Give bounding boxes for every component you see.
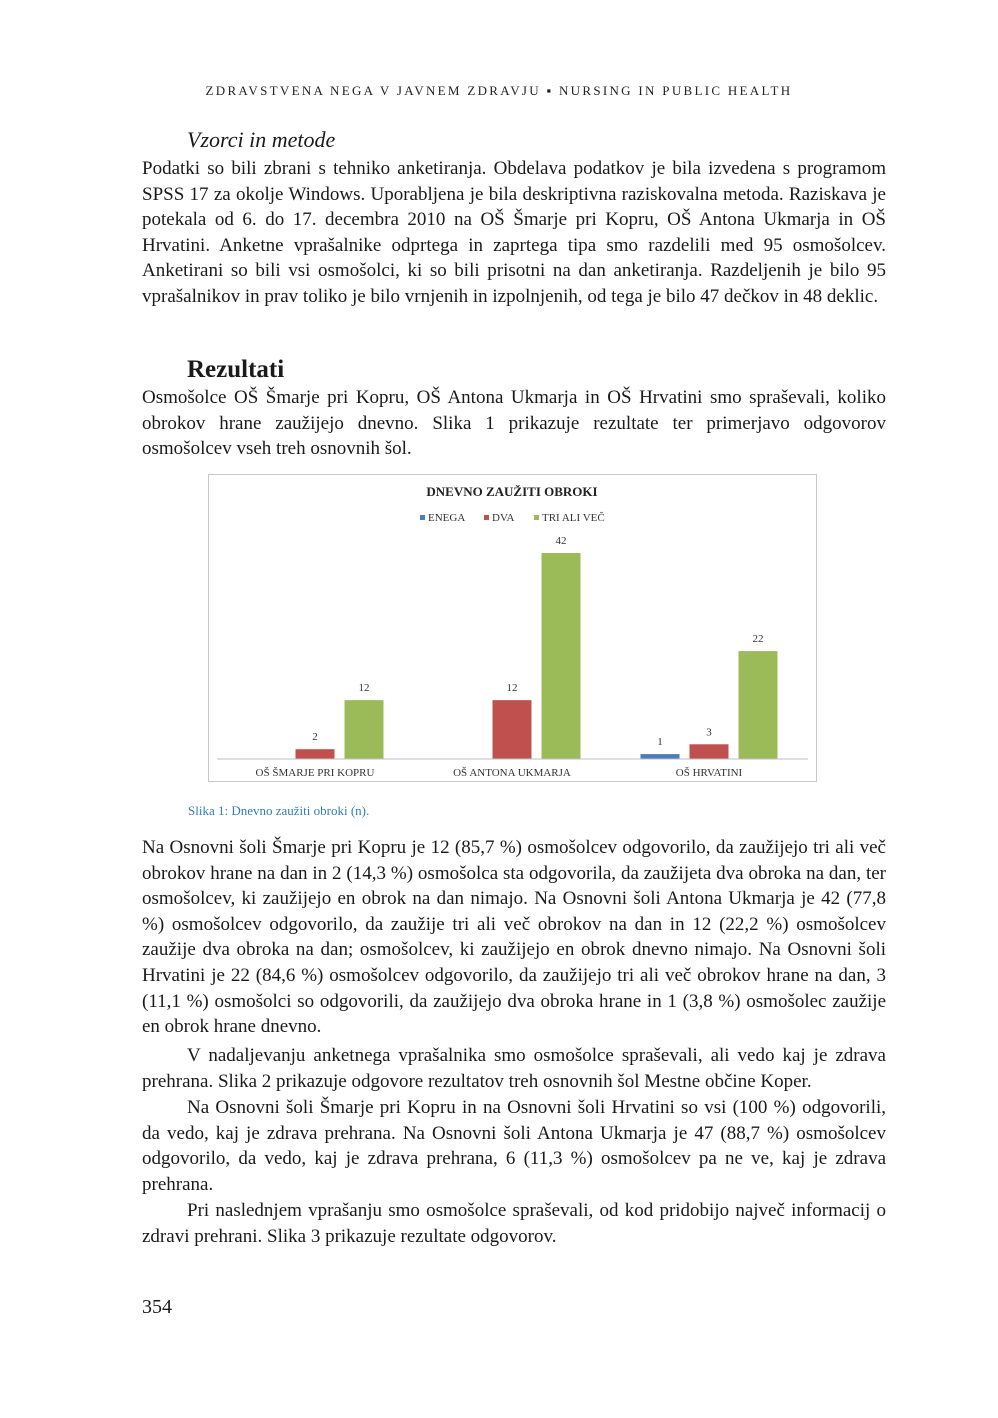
bar-2-1 xyxy=(542,553,581,759)
bar-label-1-2: 3 xyxy=(706,726,712,739)
results-paragraph-3-text: Na Osnovni šoli Šmarje pri Kopru in na Osnovni šoli Hrvatini so vsi (100 %) odgovorili, da vedo, kaj je zdrava prehrana. Na Osnovni šoli Antona Ukmarja je 47 (88,7 %) osmošolcev odgovorilo, da vedo, kaj je zdrava prehrana, 6 (11,3 %) osmošolcev pa ne ve, kaj je zdrava prehrana. xyxy=(142,1097,886,1195)
chart-canvas xyxy=(209,475,816,781)
bar-1-0 xyxy=(296,749,335,759)
results-intro: Osmošolce OŠ Šmarje pri Kopru, OŠ Antona Ukmarja in OŠ Hrvatini smo spraševali, koliko obrokov hrane zaužijejo dnevno. Slika 1 prikazuje rezultate ter primerjavo odgovorov osmošolcev vseh treh osnovnih šol. xyxy=(142,387,886,460)
bar-label-1-0: 2 xyxy=(312,731,318,744)
x-axis-labels xyxy=(256,767,743,779)
chart-title: DNEVNO ZAUŽITI OBROKI xyxy=(426,484,598,499)
bar-2-2 xyxy=(739,651,778,759)
results-heading: Rezultati xyxy=(187,356,285,383)
bar-label-0-2: 1 xyxy=(657,736,663,749)
results-paragraph-2 xyxy=(142,1043,886,1094)
bar-2-0 xyxy=(345,700,384,759)
legend-label-0: ENEGA xyxy=(428,512,466,524)
legend-swatch-0 xyxy=(420,515,425,520)
bar-label-1-1: 12 xyxy=(506,682,518,695)
x-label-1: OŠ ANTONA UKMARJA xyxy=(453,767,571,779)
results-paragraph-4 xyxy=(142,1198,886,1249)
x-label-0: OŠ ŠMARJE PRI KOPRU xyxy=(255,767,375,779)
bar-0-2 xyxy=(641,754,680,759)
x-label-2: OŠ HRVATINI xyxy=(675,767,743,779)
page-number: 354 xyxy=(142,1296,172,1318)
running-head: ZDRAVSTVENA NEGA V JAVNEM ZDRAVJU ▪ NURSING IN PUBLIC HEALTH xyxy=(205,83,793,98)
legend-swatch-1 xyxy=(484,515,489,520)
figure-caption: Slika 1: Dnevno zaužiti obroki (n). xyxy=(188,803,370,818)
bar-1-1 xyxy=(493,700,532,759)
legend-label-2: TRI ALI VEČ xyxy=(542,512,605,524)
results-paragraph-3 xyxy=(142,1095,886,1197)
bar-label-2-1: 42 xyxy=(555,535,567,547)
daily-meals-chart xyxy=(208,474,817,782)
bar-1-2 xyxy=(690,744,729,759)
chart-bars xyxy=(296,535,778,759)
methods-paragraph: Podatki so bili zbrani s tehniko anketiranja. Obdelava podatkov je bila izvedena s programom SPSS 17 za okolje Windows. Uporabljena je bila deskriptivna raziskovalna metoda. Raziskava je potekala od 6. do 17. decembra 2010 na OŠ Šmarje pri Kopru, OŠ Antona Ukmarja in OŠ Hrvatini. Anketne vprašalnike odprtega in zaprtega tipa smo razdelili med 95 osmošolcev. Anketirani so bili vsi osmošolci, ki so bili prisotni na dan anketiranja. Razdeljenih je bilo 95 vprašalnikov in prav toliko je bilo vrnjenih in izpolnjenih, od tega je bilo 47 dečkov in 48 deklic. xyxy=(142,158,886,307)
chart-legend xyxy=(420,512,605,524)
legend-label-1: DVA xyxy=(492,512,515,524)
bar-label-2-2: 22 xyxy=(752,633,764,646)
results-paragraph-2-text: V nadaljevanju anketnega vprašalnika smo osmošolce spraševali, ali vedo kaj je zdrava prehrana. Slika 2 prikazuje odgovore rezultatov treh osnovnih šol Mestne občine Koper. xyxy=(142,1045,886,1092)
results-paragraph-1: Na Osnovni šoli Šmarje pri Kopru je 12 (85,7 %) osmošolcev odgovorilo, da zaužijejo tri ali več obrokov hrane na dan in 2 (14,3 %) osmošolca sta odgovorila, da zaužijeta dva obroka na dan, ter osmošolcev, ki zaužijejo en obrok na dan nimajo. Na Osnovni šoli Antona Ukmarja je 42 (77,8 %) osmošolcev odgovorilo, da zaužije tri ali več obrokov na dan in 12 (22,2 %) osmošolcev zaužije dva obroka na dan; osmošolcev, ki zaužijejo en obrok dnevno nimajo. Na Osnovni šoli Hrvatini je 22 (84,6 %) osmošolcev odgovorilo, da zaužijejo tri ali več obrokov hrane na dan, 3 (11,1 %) osmošolci so odgovorili, da zaužijejo dva obroka hrane in 1 (3,8 %) osmošolec zaužije en obrok hrane dnevno. xyxy=(142,837,886,1038)
methods-heading: Vzorci in metode xyxy=(187,127,336,152)
bar-label-2-0: 12 xyxy=(358,682,370,695)
results-paragraph-4-text: Pri naslednjem vprašanju smo osmošolce spraševali, od kod pridobijo največ informacij o zdravi prehrani. Slika 3 prikazuje rezultate odgovorov. xyxy=(142,1200,886,1247)
legend-swatch-2 xyxy=(534,515,539,520)
